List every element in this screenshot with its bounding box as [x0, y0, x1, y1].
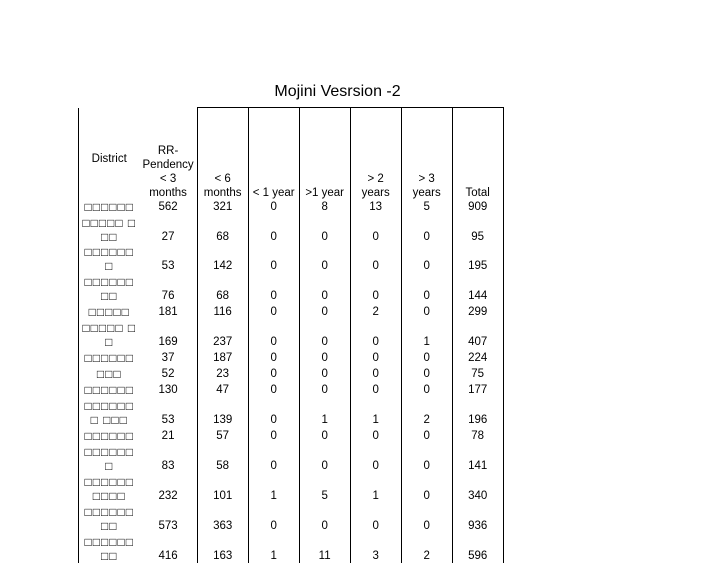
cell-lt6: 163: [197, 533, 248, 563]
cell-rr: 573: [158, 519, 178, 532]
table-row: [79, 244, 504, 273]
cell-gt3y: 0: [401, 349, 452, 365]
cell-rr: 416: [158, 549, 178, 562]
cell-total: 909: [452, 200, 503, 214]
header-lt1y: < 1 year: [248, 108, 299, 200]
cell-lt1y: 0: [248, 319, 299, 349]
table-row: [79, 427, 504, 443]
cell-gt2y: 13: [350, 200, 401, 214]
cell-district: □□□□□□: [79, 349, 140, 365]
pendency-table: [78, 107, 504, 563]
cell-lt1y: 0: [248, 273, 299, 303]
cell-rr: 169: [158, 335, 178, 348]
cell-gt1y: 0: [299, 381, 350, 397]
cell-lt6: 237: [197, 319, 248, 349]
cell-total: 596: [452, 533, 503, 563]
cell-lt6: 23: [197, 365, 248, 381]
cell-gt2y: 0: [350, 427, 401, 443]
table-row: [79, 319, 504, 349]
cell-gt3y: 2: [401, 533, 452, 563]
cell-total: 299: [452, 303, 503, 319]
cell-lt6: 58: [197, 443, 248, 473]
cell-gt2y: 0: [350, 381, 401, 397]
cell-gt1y: 8: [299, 200, 350, 214]
cell-total: 177: [452, 381, 503, 397]
cell-lt1y: 0: [248, 349, 299, 365]
cell-lt6: 47: [197, 381, 248, 397]
cell-gt2y: 1: [350, 397, 401, 427]
cell-rr: 130: [158, 383, 178, 396]
table-row: [79, 503, 504, 533]
cell-gt1y: 1: [299, 397, 350, 427]
cell-total: 407: [452, 319, 503, 349]
cell-gt2y: 0: [350, 349, 401, 365]
cell-lt6: 187: [197, 349, 248, 365]
cell-lt1y: 0: [248, 244, 299, 273]
cell-lt6: 57: [197, 427, 248, 443]
cell-gt1y: 0: [299, 443, 350, 473]
cell-gt3y: 0: [401, 503, 452, 533]
table-row: [79, 200, 504, 214]
header-lt6: < 6 months: [197, 108, 248, 200]
cell-gt1y: 0: [299, 214, 350, 244]
cell-total: 78: [452, 427, 503, 443]
cell-lt6: 68: [197, 214, 248, 244]
cell-gt3y: 1: [401, 319, 452, 349]
page-title: Mojini Vesrsion -2: [274, 83, 401, 100]
cell-total: 340: [452, 473, 503, 503]
cell-rr: 83: [161, 459, 175, 472]
table-row: [79, 303, 504, 319]
cell-lt1y: 0: [248, 427, 299, 443]
cell-gt1y: 5: [299, 473, 350, 503]
cell-gt3y: 0: [401, 473, 452, 503]
cell-rr: 27: [161, 230, 175, 243]
cell-lt1y: 0: [248, 503, 299, 533]
table-row: [79, 533, 504, 563]
cell-gt1y: 0: [299, 365, 350, 381]
header-row: [79, 108, 504, 200]
cell-gt1y: 0: [299, 319, 350, 349]
cell-lt6: 68: [197, 273, 248, 303]
cell-rr: 76: [161, 289, 175, 302]
cell-gt2y: 0: [350, 443, 401, 473]
header-gt2y: > 2 years: [350, 108, 401, 200]
cell-gt2y: 0: [350, 503, 401, 533]
cell-district: □□□□□□ □□□□: [79, 473, 140, 503]
cell-gt3y: 0: [401, 381, 452, 397]
cell-district: □□□□□□: [79, 427, 140, 443]
cell-district: □□□: [79, 365, 140, 381]
header-rr-pendency: RR- Pendency < 3 months: [142, 144, 194, 199]
cell-lt6: 142: [197, 244, 248, 273]
cell-gt2y: 1: [350, 473, 401, 503]
cell-gt2y: 2: [350, 303, 401, 319]
cell-gt1y: 0: [299, 303, 350, 319]
cell-lt1y: 0: [248, 214, 299, 244]
cell-rr: 21: [161, 429, 175, 442]
cell-gt3y: 0: [401, 443, 452, 473]
cell-gt2y: 3: [350, 533, 401, 563]
cell-gt1y: 0: [299, 244, 350, 273]
header-gt1y: >1 year: [299, 108, 350, 200]
cell-total: 75: [452, 365, 503, 381]
table-row: [79, 443, 504, 473]
header-total: Total: [452, 108, 503, 200]
cell-district: □□□□□□: [79, 381, 140, 397]
cell-district: □□□□□□ □□: [79, 503, 140, 533]
cell-lt6: 139: [197, 397, 248, 427]
cell-gt3y: 0: [401, 273, 452, 303]
cell-lt1y: 0: [248, 381, 299, 397]
cell-district: □□□□□□ □: [79, 244, 140, 273]
cell-total: 196: [452, 397, 503, 427]
cell-gt2y: 0: [350, 214, 401, 244]
cell-district: □□□□□: [79, 303, 140, 319]
cell-rr: 181: [158, 305, 178, 318]
cell-lt1y: 1: [248, 473, 299, 503]
cell-gt1y: 0: [299, 503, 350, 533]
cell-rr: 37: [161, 351, 175, 364]
cell-gt2y: 0: [350, 273, 401, 303]
cell-lt1y: 0: [248, 397, 299, 427]
cell-lt1y: 0: [248, 200, 299, 214]
cell-lt1y: 1: [248, 533, 299, 563]
cell-total: 95: [452, 214, 503, 244]
cell-district: □□□□□□□ □□□: [79, 397, 140, 427]
cell-gt3y: 0: [401, 365, 452, 381]
cell-total: 195: [452, 244, 503, 273]
cell-gt3y: 0: [401, 303, 452, 319]
table-row: [79, 349, 504, 365]
cell-lt6: 363: [197, 503, 248, 533]
cell-gt2y: 0: [350, 319, 401, 349]
table-row: [79, 473, 504, 503]
cell-lt6: 101: [197, 473, 248, 503]
cell-gt3y: 0: [401, 214, 452, 244]
cell-rr: 562: [158, 200, 178, 213]
cell-total: 224: [452, 349, 503, 365]
cell-gt1y: 11: [299, 533, 350, 563]
cell-gt3y: 0: [401, 427, 452, 443]
cell-gt3y: 2: [401, 397, 452, 427]
cell-district: □□□□□□ □□: [79, 533, 140, 563]
cell-rr: 232: [158, 489, 178, 502]
cell-rr: 53: [161, 413, 175, 426]
table-row: [79, 397, 504, 427]
table-row: [79, 273, 504, 303]
cell-rr: 53: [161, 259, 175, 272]
cell-gt1y: 0: [299, 349, 350, 365]
cell-gt1y: 0: [299, 427, 350, 443]
cell-gt1y: 0: [299, 273, 350, 303]
cell-lt1y: 0: [248, 365, 299, 381]
cell-total: 936: [452, 503, 503, 533]
cell-district: □□□□□ □□: [79, 319, 140, 349]
cell-gt2y: 0: [350, 365, 401, 381]
cell-lt1y: 0: [248, 443, 299, 473]
cell-rr: 52: [161, 367, 175, 380]
cell-gt2y: 0: [350, 244, 401, 273]
cell-gt3y: 0: [401, 244, 452, 273]
cell-district: □□□□□ □□□: [79, 214, 140, 244]
cell-lt6: 116: [197, 303, 248, 319]
table-row: [79, 381, 504, 397]
cell-gt3y: 5: [401, 200, 452, 214]
header-gt3y: > 3 years: [401, 108, 452, 200]
cell-total: 141: [452, 443, 503, 473]
cell-lt6: 321: [197, 200, 248, 214]
cell-lt1y: 0: [248, 303, 299, 319]
cell-district: □□□□□□: [79, 200, 140, 214]
header-district: District: [79, 108, 140, 200]
cell-total: 144: [452, 273, 503, 303]
table-row: [79, 214, 504, 244]
cell-district: □□□□□□ □: [79, 443, 140, 473]
table-row: [79, 365, 504, 381]
cell-district: □□□□□□ □□: [79, 273, 140, 303]
